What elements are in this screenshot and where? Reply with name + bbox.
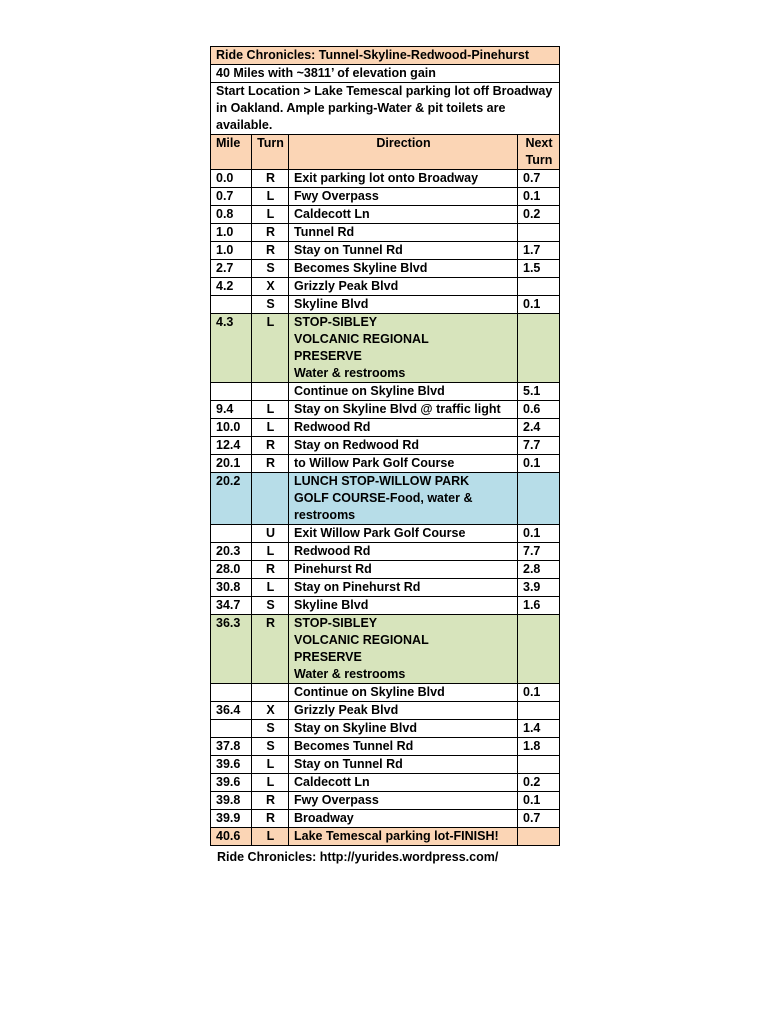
cue-direction-text: Lake Temescal parking lot-FINISH! <box>294 829 499 843</box>
cue-direction-text: Redwood Rd <box>294 420 371 434</box>
cue-direction <box>289 525 518 543</box>
cue-next-turn <box>518 615 560 684</box>
cue-direction <box>289 437 518 455</box>
cue-direction-text: STOP-SIBLEY VOLCANIC REGIONAL PRESERVE <box>294 616 429 664</box>
cue-direction <box>289 383 518 401</box>
cue-row-highlight <box>211 473 560 525</box>
cue-mile <box>211 525 252 543</box>
col-header-next-turn: Next Turn <box>518 135 560 170</box>
cue-row <box>211 242 560 260</box>
cue-turn: S <box>252 597 289 615</box>
cue-turn: L <box>252 774 289 792</box>
cue-stop-note: Water & restrooms <box>294 667 406 681</box>
cue-turn: L <box>252 314 289 383</box>
col-header-mile: Mile <box>211 135 252 170</box>
cue-row <box>211 401 560 419</box>
cue-next-turn <box>518 278 560 296</box>
cue-turn: L <box>252 828 289 846</box>
cue-row <box>211 579 560 597</box>
cue-direction-text: Fwy Overpass <box>294 189 379 203</box>
cue-direction-text: Pinehurst Rd <box>294 562 372 576</box>
cue-direction-text: Stay on Skyline Blvd <box>294 721 417 735</box>
cue-mile <box>211 296 252 314</box>
cue-direction-text: Exit Willow Park Golf Course <box>294 526 466 540</box>
cue-direction-text: Grizzly Peak Blvd <box>294 703 399 717</box>
cue-direction-text: Skyline Blvd <box>294 297 369 311</box>
cue-direction-text: STOP-SIBLEY VOLCANIC REGIONAL PRESERVE <box>294 315 429 363</box>
start-location: Start Location > Lake Temescal parking lot off Broadway in Oakland. Ample parking-Water & pit toilets are available. <box>211 83 560 135</box>
cue-direction-text: Stay on Redwood Rd <box>294 438 419 452</box>
cue-direction <box>289 419 518 437</box>
cue-direction-text: Continue on Skyline Blvd <box>294 685 445 699</box>
cue-next-turn: 0.1 <box>518 296 560 314</box>
cue-direction-text: Grizzly Peak Blvd <box>294 279 399 293</box>
cue-row <box>211 260 560 278</box>
cue-mile: 1.0 <box>211 224 252 242</box>
cue-direction <box>289 756 518 774</box>
cue-mile: 37.8 <box>211 738 252 756</box>
cue-turn: R <box>252 615 289 684</box>
cue-direction <box>289 828 518 846</box>
cue-row <box>211 296 560 314</box>
cue-direction-text: Continue on Skyline Blvd <box>294 384 445 398</box>
cue-mile: 12.4 <box>211 437 252 455</box>
cue-direction <box>289 684 518 702</box>
cue-row <box>211 774 560 792</box>
cue-row <box>211 738 560 756</box>
cue-direction-text: Stay on Tunnel Rd <box>294 757 403 771</box>
cue-next-turn: 2.4 <box>518 419 560 437</box>
cue-row <box>211 702 560 720</box>
cue-direction-text: Skyline Blvd <box>294 598 369 612</box>
cue-row <box>211 525 560 543</box>
cue-next-turn: 7.7 <box>518 437 560 455</box>
col-header-direction: Direction <box>289 135 518 170</box>
cue-mile: 1.0 <box>211 242 252 260</box>
cue-direction <box>289 579 518 597</box>
cue-direction <box>289 170 518 188</box>
cue-next-turn <box>518 702 560 720</box>
cue-turn: L <box>252 401 289 419</box>
cue-turn: L <box>252 419 289 437</box>
cue-rows <box>211 170 560 846</box>
cue-mile: 2.7 <box>211 260 252 278</box>
cue-next-turn: 0.2 <box>518 774 560 792</box>
cue-next-turn: 0.1 <box>518 455 560 473</box>
cue-mile <box>211 383 252 401</box>
cue-row <box>211 455 560 473</box>
cue-turn <box>252 684 289 702</box>
cue-direction <box>289 242 518 260</box>
cue-mile: 20.1 <box>211 455 252 473</box>
cue-direction-text: Becomes Skyline Blvd <box>294 261 428 275</box>
cue-mile: 20.2 <box>211 473 252 525</box>
cue-turn: S <box>252 296 289 314</box>
cue-direction <box>289 224 518 242</box>
cue-next-turn <box>518 224 560 242</box>
sheet-title: Ride Chronicles: Tunnel-Skyline-Redwood-Pinehurst <box>211 47 560 65</box>
cue-mile: 10.0 <box>211 419 252 437</box>
cue-mile: 0.7 <box>211 188 252 206</box>
cue-mile <box>211 684 252 702</box>
summary-row <box>211 65 560 83</box>
cue-direction-text: LUNCH STOP-WILLOW PARK GOLF COURSE-Food, water & restrooms <box>294 474 473 522</box>
cue-next-turn: 1.8 <box>518 738 560 756</box>
cue-row <box>211 188 560 206</box>
cue-turn: L <box>252 188 289 206</box>
cue-direction-text: Caldecott Ln <box>294 207 370 221</box>
cue-mile: 39.6 <box>211 756 252 774</box>
cue-turn: X <box>252 278 289 296</box>
cue-turn <box>252 383 289 401</box>
cue-direction <box>289 206 518 224</box>
cue-direction <box>289 615 518 684</box>
cue-next-turn: 0.1 <box>518 792 560 810</box>
cue-mile: 39.8 <box>211 792 252 810</box>
cue-next-turn: 2.8 <box>518 561 560 579</box>
cue-row <box>211 383 560 401</box>
cue-mile <box>211 720 252 738</box>
cue-next-turn <box>518 314 560 383</box>
cue-turn: S <box>252 260 289 278</box>
cue-direction-text: Stay on Pinehurst Rd <box>294 580 421 594</box>
cue-turn: L <box>252 756 289 774</box>
cue-row-highlight <box>211 828 560 846</box>
cue-next-turn: 1.4 <box>518 720 560 738</box>
cue-direction <box>289 296 518 314</box>
column-header-row <box>211 135 560 170</box>
cue-next-turn <box>518 756 560 774</box>
col-header-turn: Turn <box>252 135 289 170</box>
cue-row <box>211 810 560 828</box>
cue-turn: L <box>252 206 289 224</box>
cue-row <box>211 224 560 242</box>
cue-direction <box>289 774 518 792</box>
cue-mile: 39.9 <box>211 810 252 828</box>
cue-turn: R <box>252 810 289 828</box>
cue-row-highlight <box>211 314 560 383</box>
cue-turn: L <box>252 543 289 561</box>
cue-direction <box>289 720 518 738</box>
cue-direction-text: Broadway <box>294 811 354 825</box>
cue-next-turn: 5.1 <box>518 383 560 401</box>
start-row <box>211 83 560 135</box>
cue-row <box>211 543 560 561</box>
footer-credit: Ride Chronicles: http://yurides.wordpress.com/ <box>217 850 499 864</box>
ride-summary: 40 Miles with ~3811’ of elevation gain <box>211 65 560 83</box>
cue-direction <box>289 597 518 615</box>
cue-mile: 9.4 <box>211 401 252 419</box>
cue-row <box>211 206 560 224</box>
cue-next-turn: 0.1 <box>518 525 560 543</box>
cue-direction <box>289 278 518 296</box>
cue-turn: S <box>252 738 289 756</box>
cue-direction-text: Tunnel Rd <box>294 225 355 239</box>
cue-row <box>211 419 560 437</box>
cue-mile: 36.4 <box>211 702 252 720</box>
cue-direction-text: to Willow Park Golf Course <box>294 456 455 470</box>
cue-direction <box>289 314 518 383</box>
cue-direction <box>289 543 518 561</box>
cue-turn <box>252 473 289 525</box>
cue-direction-text: Fwy Overpass <box>294 793 379 807</box>
cue-turn: R <box>252 170 289 188</box>
cue-mile: 40.6 <box>211 828 252 846</box>
cue-direction <box>289 401 518 419</box>
cue-mile: 0.8 <box>211 206 252 224</box>
cue-row <box>211 597 560 615</box>
cue-mile: 39.6 <box>211 774 252 792</box>
cue-mile: 36.3 <box>211 615 252 684</box>
cue-stop-note: Water & restrooms <box>294 366 406 380</box>
cue-turn: L <box>252 579 289 597</box>
cue-turn: R <box>252 455 289 473</box>
cue-turn: R <box>252 561 289 579</box>
cue-direction-text: Caldecott Ln <box>294 775 370 789</box>
cue-row <box>211 437 560 455</box>
cue-mile: 20.3 <box>211 543 252 561</box>
cue-mile: 30.8 <box>211 579 252 597</box>
cue-row <box>211 561 560 579</box>
title-row <box>211 47 560 65</box>
cue-turn: R <box>252 242 289 260</box>
cue-mile: 0.0 <box>211 170 252 188</box>
cue-mile: 4.2 <box>211 278 252 296</box>
cue-direction <box>289 260 518 278</box>
cue-next-turn: 1.7 <box>518 242 560 260</box>
cue-turn: R <box>252 792 289 810</box>
cue-next-turn: 7.7 <box>518 543 560 561</box>
cue-mile: 4.3 <box>211 314 252 383</box>
cue-turn: R <box>252 224 289 242</box>
cue-next-turn: 3.9 <box>518 579 560 597</box>
cue-next-turn: 0.1 <box>518 684 560 702</box>
cue-direction-text: Stay on Tunnel Rd <box>294 243 403 257</box>
cue-direction <box>289 792 518 810</box>
cue-row <box>211 278 560 296</box>
cue-row-highlight <box>211 615 560 684</box>
cue-turn: X <box>252 702 289 720</box>
cue-row <box>211 170 560 188</box>
cue-turn: R <box>252 437 289 455</box>
cue-next-turn: 0.1 <box>518 188 560 206</box>
cue-sheet-table <box>210 46 560 846</box>
cue-direction <box>289 455 518 473</box>
cue-next-turn <box>518 828 560 846</box>
cue-next-turn: 1.6 <box>518 597 560 615</box>
cue-mile: 28.0 <box>211 561 252 579</box>
cue-next-turn: 0.7 <box>518 170 560 188</box>
cue-direction <box>289 188 518 206</box>
cue-next-turn: 1.5 <box>518 260 560 278</box>
cue-next-turn: 0.7 <box>518 810 560 828</box>
cue-row <box>211 720 560 738</box>
cue-direction <box>289 702 518 720</box>
cue-row <box>211 756 560 774</box>
cue-direction <box>289 738 518 756</box>
cue-direction-text: Stay on Skyline Blvd @ traffic light <box>294 402 501 416</box>
cue-direction <box>289 561 518 579</box>
cue-row <box>211 684 560 702</box>
cue-direction <box>289 473 518 525</box>
cue-direction-text: Exit parking lot onto Broadway <box>294 171 479 185</box>
cue-mile: 34.7 <box>211 597 252 615</box>
cue-direction <box>289 810 518 828</box>
cue-next-turn <box>518 473 560 525</box>
cue-direction-text: Becomes Tunnel Rd <box>294 739 414 753</box>
cue-turn: U <box>252 525 289 543</box>
cue-turn: S <box>252 720 289 738</box>
cue-next-turn: 0.6 <box>518 401 560 419</box>
cue-next-turn: 0.2 <box>518 206 560 224</box>
cue-row <box>211 792 560 810</box>
cue-direction-text: Redwood Rd <box>294 544 371 558</box>
